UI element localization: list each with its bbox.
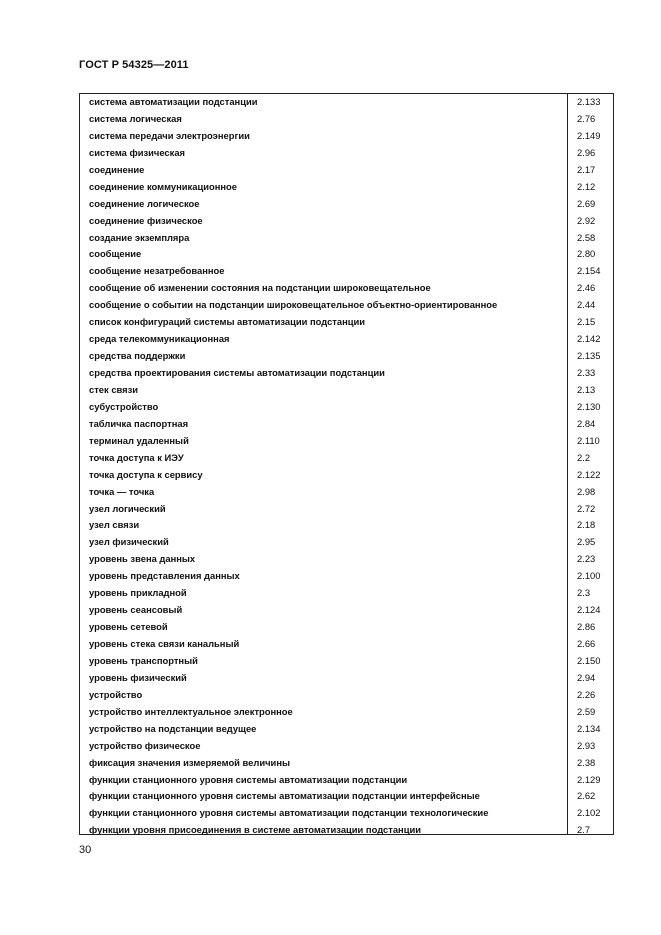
index-row bbox=[80, 399, 613, 416]
index-row bbox=[80, 721, 613, 738]
index-row bbox=[80, 450, 613, 467]
index-row bbox=[80, 602, 613, 619]
index-row bbox=[80, 636, 613, 653]
index-term: терминал удаленный bbox=[89, 434, 189, 446]
index-term: сообщение о событии на подстанции широковещательное объектно-ориентированное bbox=[89, 299, 498, 311]
index-term: сообщение bbox=[89, 248, 142, 260]
index-term: система физическая bbox=[89, 146, 186, 158]
index-term: узел связи bbox=[89, 519, 140, 531]
index-reference: 2.95 bbox=[577, 536, 596, 548]
index-reference: 2.135 bbox=[577, 350, 601, 362]
index-term: устройство интеллектуальное электронное bbox=[89, 705, 293, 717]
index-reference: 2.129 bbox=[577, 773, 601, 785]
index-term: уровень представления данных bbox=[89, 570, 240, 582]
index-row bbox=[80, 162, 613, 179]
index-term: точка — точка bbox=[89, 485, 155, 497]
index-term: система передачи электроэнергии bbox=[89, 129, 250, 141]
index-row bbox=[80, 585, 613, 602]
index-term: уровень звена данных bbox=[89, 553, 196, 565]
index-term: устройство на подстанции ведущее bbox=[89, 722, 257, 734]
index-term: функции станционного уровня системы автоматизации подстанции интерфейсные bbox=[89, 790, 480, 802]
index-row bbox=[80, 687, 613, 704]
index-row bbox=[80, 111, 613, 128]
index-reference: 2.84 bbox=[577, 417, 596, 429]
index-term: система логическая bbox=[89, 112, 182, 124]
index-reference: 2.15 bbox=[577, 316, 596, 328]
index-row bbox=[80, 246, 613, 263]
index-term: соединение физическое bbox=[89, 214, 203, 226]
index-term: стек связи bbox=[89, 383, 139, 395]
index-row bbox=[80, 467, 613, 484]
index-term: система автоматизации подстанции bbox=[89, 96, 258, 107]
index-row bbox=[80, 619, 613, 636]
index-term: уровень прикладной bbox=[89, 587, 187, 599]
index-term: табличка паспортная bbox=[89, 417, 189, 429]
index-row bbox=[80, 517, 613, 534]
index-row bbox=[80, 365, 613, 382]
index-reference: 2.69 bbox=[577, 197, 596, 209]
index-term: список конфигураций системы автоматизации подстанции bbox=[89, 316, 366, 328]
index-reference: 2.33 bbox=[577, 367, 596, 378]
index-reference: 2.98 bbox=[577, 485, 596, 497]
index-term: фиксация значения измеряемой величины bbox=[89, 756, 290, 768]
index-row bbox=[80, 297, 613, 314]
index-row bbox=[80, 738, 613, 755]
index-table bbox=[80, 94, 613, 839]
index-term: устройство bbox=[89, 688, 143, 700]
index-row bbox=[80, 805, 613, 822]
index-reference: 2.134 bbox=[577, 722, 601, 734]
index-term: средства поддержки bbox=[89, 350, 186, 362]
index-reference: 2.133 bbox=[577, 96, 601, 107]
index-term: точка доступа к ИЭУ bbox=[89, 451, 184, 463]
index-term: уровень транспортный bbox=[89, 654, 198, 666]
index-row bbox=[80, 196, 613, 213]
index-term: узел физический bbox=[89, 536, 169, 548]
index-reference: 2.23 bbox=[577, 553, 596, 565]
index-row bbox=[80, 314, 613, 331]
index-row bbox=[80, 755, 613, 772]
index-reference: 2.58 bbox=[577, 231, 596, 243]
index-reference: 2.130 bbox=[577, 400, 601, 412]
index-reference: 2.3 bbox=[577, 587, 591, 599]
index-reference: 2.13 bbox=[577, 383, 596, 395]
index-reference: 2.76 bbox=[577, 112, 596, 124]
index-term: уровень сеансовый bbox=[89, 604, 183, 616]
index-reference: 2.18 bbox=[577, 519, 596, 531]
index-reference: 2.59 bbox=[577, 705, 596, 717]
index-term: соединение bbox=[89, 163, 145, 175]
index-reference: 2.142 bbox=[577, 333, 601, 345]
index-term: средства проектирования системы автоматизации подстанции bbox=[89, 367, 385, 378]
index-row bbox=[80, 331, 613, 348]
index-reference: 2.93 bbox=[577, 739, 596, 751]
index-reference: 2.102 bbox=[577, 807, 601, 819]
index-reference: 2.46 bbox=[577, 282, 596, 294]
index-row bbox=[80, 179, 613, 196]
index-term: сообщение незатребованное bbox=[89, 265, 225, 277]
index-row bbox=[80, 551, 613, 568]
index-row bbox=[80, 568, 613, 585]
index-reference: 2.17 bbox=[577, 163, 596, 175]
index-reference: 2.124 bbox=[577, 604, 601, 616]
index-row bbox=[80, 94, 613, 111]
index-term: уровень физический bbox=[89, 671, 187, 683]
index-row bbox=[80, 822, 613, 839]
index-term: узел логический bbox=[89, 502, 166, 514]
index-reference: 2.150 bbox=[577, 654, 601, 666]
index-reference: 2.80 bbox=[577, 248, 596, 260]
index-term: создание экземпляра bbox=[89, 231, 190, 243]
index-row bbox=[80, 382, 613, 399]
index-row bbox=[80, 534, 613, 551]
index-row bbox=[80, 788, 613, 805]
index-reference: 2.100 bbox=[577, 570, 601, 582]
index-term: соединение логическое bbox=[89, 197, 200, 209]
index-row bbox=[80, 433, 613, 450]
index-reference: 2.154 bbox=[577, 265, 601, 277]
index-row bbox=[80, 145, 613, 162]
index-row bbox=[80, 484, 613, 501]
index-row bbox=[80, 263, 613, 280]
index-reference: 2.38 bbox=[577, 756, 596, 768]
index-term: среда телекоммуникационная bbox=[89, 333, 230, 345]
index-reference: 2.12 bbox=[577, 180, 596, 192]
index-reference: 2.96 bbox=[577, 146, 596, 158]
index-row bbox=[80, 653, 613, 670]
index-reference: 2.26 bbox=[577, 688, 596, 700]
index-term: сообщение об изменении состояния на подстанции широковещательное bbox=[89, 282, 431, 294]
index-term: функции станционного уровня системы автоматизации подстанции технологические bbox=[89, 807, 489, 819]
index-term: субустройство bbox=[89, 400, 159, 412]
index-reference: 2.44 bbox=[577, 299, 596, 311]
index-reference: 2.149 bbox=[577, 129, 601, 141]
index-reference: 2.66 bbox=[577, 638, 596, 649]
index-term: уровень сетевой bbox=[89, 621, 168, 633]
index-term: точка доступа к сервису bbox=[89, 468, 203, 480]
index-term: устройство физическое bbox=[89, 739, 201, 751]
index-reference: 2.110 bbox=[577, 434, 600, 446]
index-row bbox=[80, 416, 613, 433]
index-reference: 2.62 bbox=[577, 790, 596, 802]
index-term: функции станционного уровня системы автоматизации подстанции bbox=[89, 773, 408, 785]
index-row bbox=[80, 348, 613, 365]
index-row bbox=[80, 704, 613, 721]
index-row bbox=[80, 501, 613, 518]
index-term: уровень стека связи канальный bbox=[89, 638, 240, 649]
index-row bbox=[80, 128, 613, 145]
index-term: соединение коммуникационное bbox=[89, 180, 237, 192]
index-reference: 2.122 bbox=[577, 468, 601, 480]
index-reference: 2.72 bbox=[577, 502, 596, 514]
index-row bbox=[80, 213, 613, 230]
index-reference: 2.94 bbox=[577, 671, 596, 683]
index-reference: 2.92 bbox=[577, 214, 596, 226]
index-row bbox=[80, 772, 613, 789]
page-number: 30 bbox=[79, 844, 92, 856]
index-row bbox=[80, 280, 613, 297]
index-term: функции уровня присоединения в системе автоматизации подстанции bbox=[89, 824, 421, 836]
document-header: ГОСТ Р 54325—2011 bbox=[79, 59, 189, 71]
index-reference: 2.2 bbox=[577, 451, 591, 463]
index-row bbox=[80, 230, 613, 247]
index-row bbox=[80, 670, 613, 687]
index-reference: 2.86 bbox=[577, 621, 596, 633]
index-reference: 2.7 bbox=[577, 824, 591, 836]
